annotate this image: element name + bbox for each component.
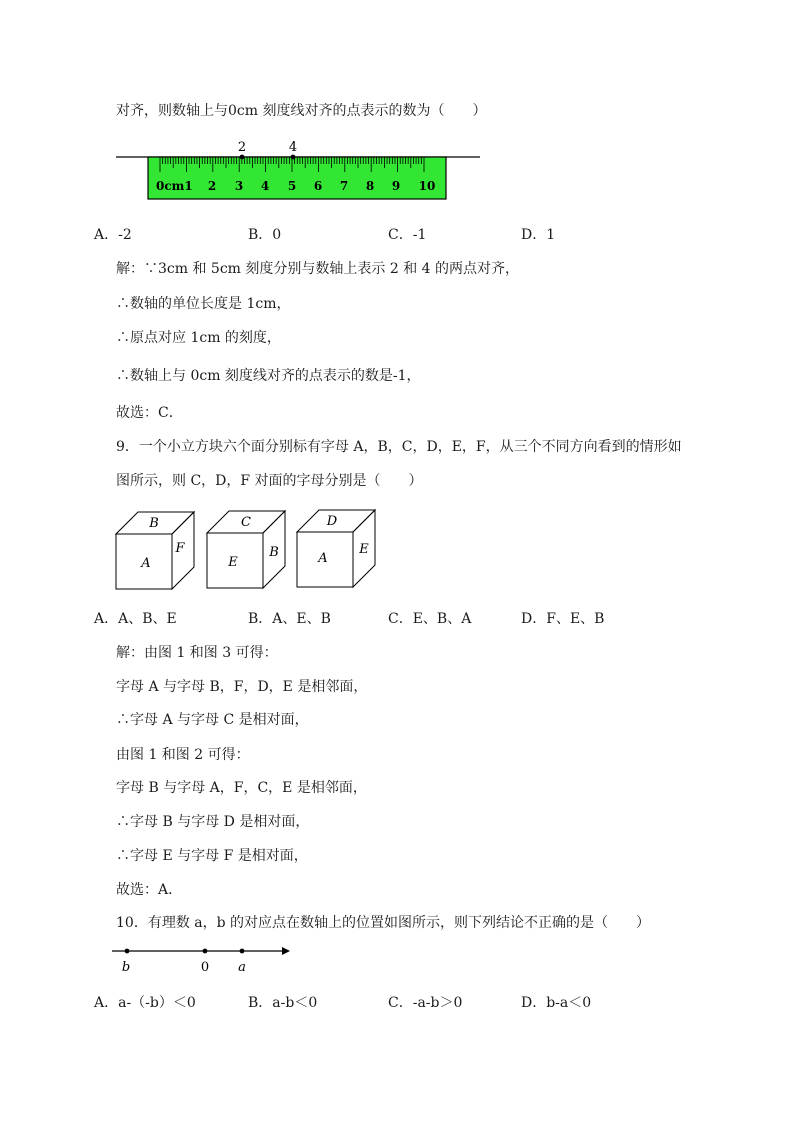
cube-1-right-letter: F [175,541,185,556]
numberline-figure [110,942,296,976]
cube-1 [116,512,194,589]
q10-option-c[interactable]: C．-a-b＞0 [388,995,463,1011]
q10-option-a[interactable]: A．a-（-b）＜0 [94,995,196,1011]
q9-solution-2: 字母 A 与字母 B，F，D，E 是相邻面， [116,679,368,695]
q9-solution-6: ∴字母 B 与字母 D 是相对面， [116,814,310,830]
q9-option-c[interactable]: C．E、B、A [388,611,472,627]
numberline-arrow [282,947,290,955]
axis-label-2: 2 [237,140,247,155]
cube-2-top-letter: C [241,515,251,530]
q9-solution-1: 解：由图 1 和图 3 可得： [116,645,278,661]
q8-option-c[interactable]: C．-1 [388,227,427,243]
cube-2 [207,511,285,588]
axis-point-2 [240,155,245,160]
ruler-num-3: 3 [234,179,244,193]
ruler-num-2: 2 [207,179,217,193]
q8-option-d[interactable]: D．1 [521,227,556,243]
q10-option-b[interactable]: B．a-b＜0 [248,995,318,1011]
ruler-num-5: 5 [287,179,297,193]
q8-solution-3: ∴原点对应 1cm 的刻度， [116,330,281,346]
q10-option-d[interactable]: D．b-a＜0 [521,995,592,1011]
ruler-num-8: 8 [365,179,375,193]
q8-options [94,226,734,244]
q9-solution-4: 由图 1 和图 2 可得： [116,747,250,763]
q9-solution-8: 故选：A． [116,882,183,898]
point-0 [203,949,208,954]
q9-solution-3: ∴字母 A 与字母 C 是相对面， [116,712,309,728]
cube-1-front-letter: A [141,556,151,571]
axis-label-4: 4 [288,140,298,155]
ruler-num-6: 6 [313,179,323,193]
q9-stem-line1: 9．一个小立方块六个面分别标有字母 A，B，C，D，E，F，从三个不同方向看到的情形如 [116,439,682,455]
cube-3 [297,510,375,587]
cube-2-front-letter: E [228,555,238,570]
q8-solution-1: 解：∵3cm 和 5cm 刻度分别与数轴上表示 2 和 4 的两点对齐， [116,261,520,277]
q9-solution-5: 字母 B 与字母 A，F，C，E 是相邻面， [116,780,367,796]
q9-option-a[interactable]: A．A、B、E [94,611,177,627]
label-0: 0 [200,960,210,975]
q8-stem-tail: 对齐，则数轴上与0cm 刻度线对齐的点表示的数为（ ） [116,103,487,119]
q9-option-b[interactable]: B．A、E、B [248,611,331,627]
q10-stem: 10．有理数 a，b 的对应点在数轴上的位置如图所示，则下列结论不正确的是（ ） [116,915,651,931]
cube-1-top-letter: B [149,516,159,531]
q8-solution-4: ∴数轴上与 0cm 刻度线对齐的点表示的数是-1， [116,368,421,384]
point-b [125,949,130,954]
q8-solution-5: 故选：C． [116,405,183,421]
q8-option-a[interactable]: A．-2 [94,227,132,243]
label-a: a [238,960,246,975]
ruler-num-4: 4 [260,179,270,193]
ruler-figure [112,135,484,205]
q9-solution-7: ∴字母 E 与字母 F 是相对面， [116,848,308,864]
cube-3-right-letter: E [359,542,369,557]
ruler-num-9: 9 [391,179,401,193]
q9-option-d[interactable]: D．F、E、B [521,611,605,627]
cube-3-front-letter: A [318,551,328,566]
ruler-num-7: 7 [339,179,349,193]
axis-point-4 [291,155,296,160]
ruler-num-10: 10 [418,179,436,193]
q8-solution-2: ∴数轴的单位长度是 1cm， [116,296,291,312]
ruler-num-0cm1: 0cm1 [156,179,193,193]
q8-option-b[interactable]: B．0 [248,227,282,243]
point-a [240,949,245,954]
cubes-figure [112,506,382,596]
q9-stem-line2: 图所示，则 C，D，F 对面的字母分别是（ ） [116,473,423,489]
cube-2-right-letter: B [269,545,279,560]
q9-options [94,610,734,628]
cube-3-top-letter: D [326,514,338,529]
q10-options [94,994,734,1012]
label-b: b [121,960,131,975]
